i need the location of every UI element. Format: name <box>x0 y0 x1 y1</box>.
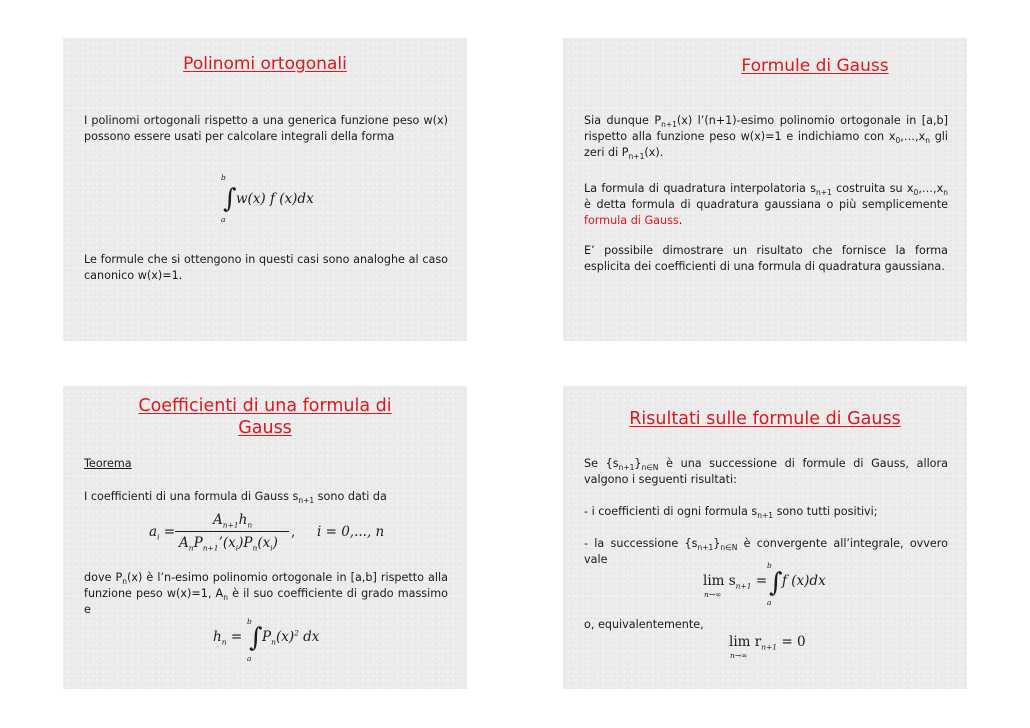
fraction-bar <box>175 531 289 532</box>
integral-lower-limit: a <box>767 598 772 607</box>
integrand: f (x)dx <box>782 573 826 589</box>
integral-upper-limit: b <box>247 617 252 626</box>
slide-title: Risultati sulle formule di Gauss <box>629 409 901 429</box>
paragraph: Sia dunque $P_{n+1}(x)$ l’(n+1)-esimo polinomio ortogonale in [a,b] rispetto alla funzione peso w(x)=1 e indichiamo con $x_0,\dots,x_n$ gli zeri di $P_{n+1}(x)$. <box>584 114 949 162</box>
limit-subscript: n→∞ <box>704 590 722 599</box>
integral-sign: ∫ <box>223 184 237 214</box>
paragraph: o, equivalentemente, <box>584 618 704 631</box>
paragraph: Se $\{s_{n+1}\}_{n\in N}$ è una successione di formule di Gauss, allora valgono i seguenti risultati: <box>584 457 948 487</box>
teorema-label: Teorema <box>84 457 132 470</box>
paragraph: - i coefficienti di ogni formula $s_{n+1}$ sono tutti positivi; <box>584 505 878 521</box>
paragraph: dove $P_n(x)$ è l’n-esimo polinomio ortogonale in [a,b] rispetto alla funzione peso w(x)=1, $A_n$ è il suo coefficiente di grado massimo e <box>84 571 448 617</box>
integral-upper-limit: b <box>221 173 226 182</box>
hn-integrand: $P_n(x)^2$ dx <box>262 628 320 647</box>
slide-formule-di-gauss <box>563 38 967 341</box>
numerator: $A_{n+1}h_n$ <box>213 512 253 530</box>
slide-title: Polinomi ortogonali <box>183 54 347 74</box>
paragraph: E’ possibile dimostrare un risultato che fornisce la forma esplicita dei coefficienti di una formula di quadratura gaussiana. <box>584 244 948 274</box>
paragraph: I coefficienti di una formula di Gauss $s_{n+1}$ sono dati da <box>84 490 387 506</box>
lhs: $a_i$ = <box>149 524 176 542</box>
slide-polinomi-ortogonali <box>63 38 467 341</box>
limit-lhs: $\lim s_{n+1}$ = <box>703 573 768 591</box>
denominator: $A_nP_{n+1}’(x_i)P_n(x_i)$ <box>179 535 278 553</box>
integral-lower-limit: a <box>221 215 226 224</box>
highlight-formula-di-gauss: formula di Gauss <box>584 214 679 228</box>
integral-lower-limit: a <box>247 654 252 663</box>
paragraph: - la successione $\{s_{n+1}\}_{n\in N}$ è convergente all’integrale, ovvero vale <box>584 537 948 567</box>
integral-sign: ∫ <box>769 568 783 598</box>
hn-lhs: $h_n$ = <box>213 629 243 647</box>
index-range: i = 0,..., n <box>317 524 385 540</box>
paragraph: I polinomi ortogonali rispetto a una generica funzione peso w(x) possono essere usati per calcolare integrali della forma <box>84 114 448 144</box>
integrand: w(x) f (x)dx <box>236 191 314 207</box>
slide-risultati <box>563 386 967 689</box>
paragraph: Le formule che si ottengono in questi casi sono analoghe al caso canonico w(x)=1. <box>84 253 448 283</box>
paragraph: La formula di quadratura interpolatoria $s_{n+1}$ costruita su $x_0,\dots,x_n$ è detta formula di quadratura gaussiana o più semplicemente formula di Gauss. <box>584 182 948 228</box>
integral-sign: ∫ <box>249 623 263 653</box>
slide-coefficienti <box>63 386 467 689</box>
integral-upper-limit: b <box>767 561 772 570</box>
limit-subscript: n→∞ <box>730 651 748 660</box>
comma: , <box>291 524 296 540</box>
slide-title: Coefficienti di una formula di Gauss <box>138 396 392 438</box>
slide-title: Formule di Gauss <box>741 56 889 76</box>
limit-lhs: $\lim r_{n+1} = 0$ <box>729 634 806 652</box>
